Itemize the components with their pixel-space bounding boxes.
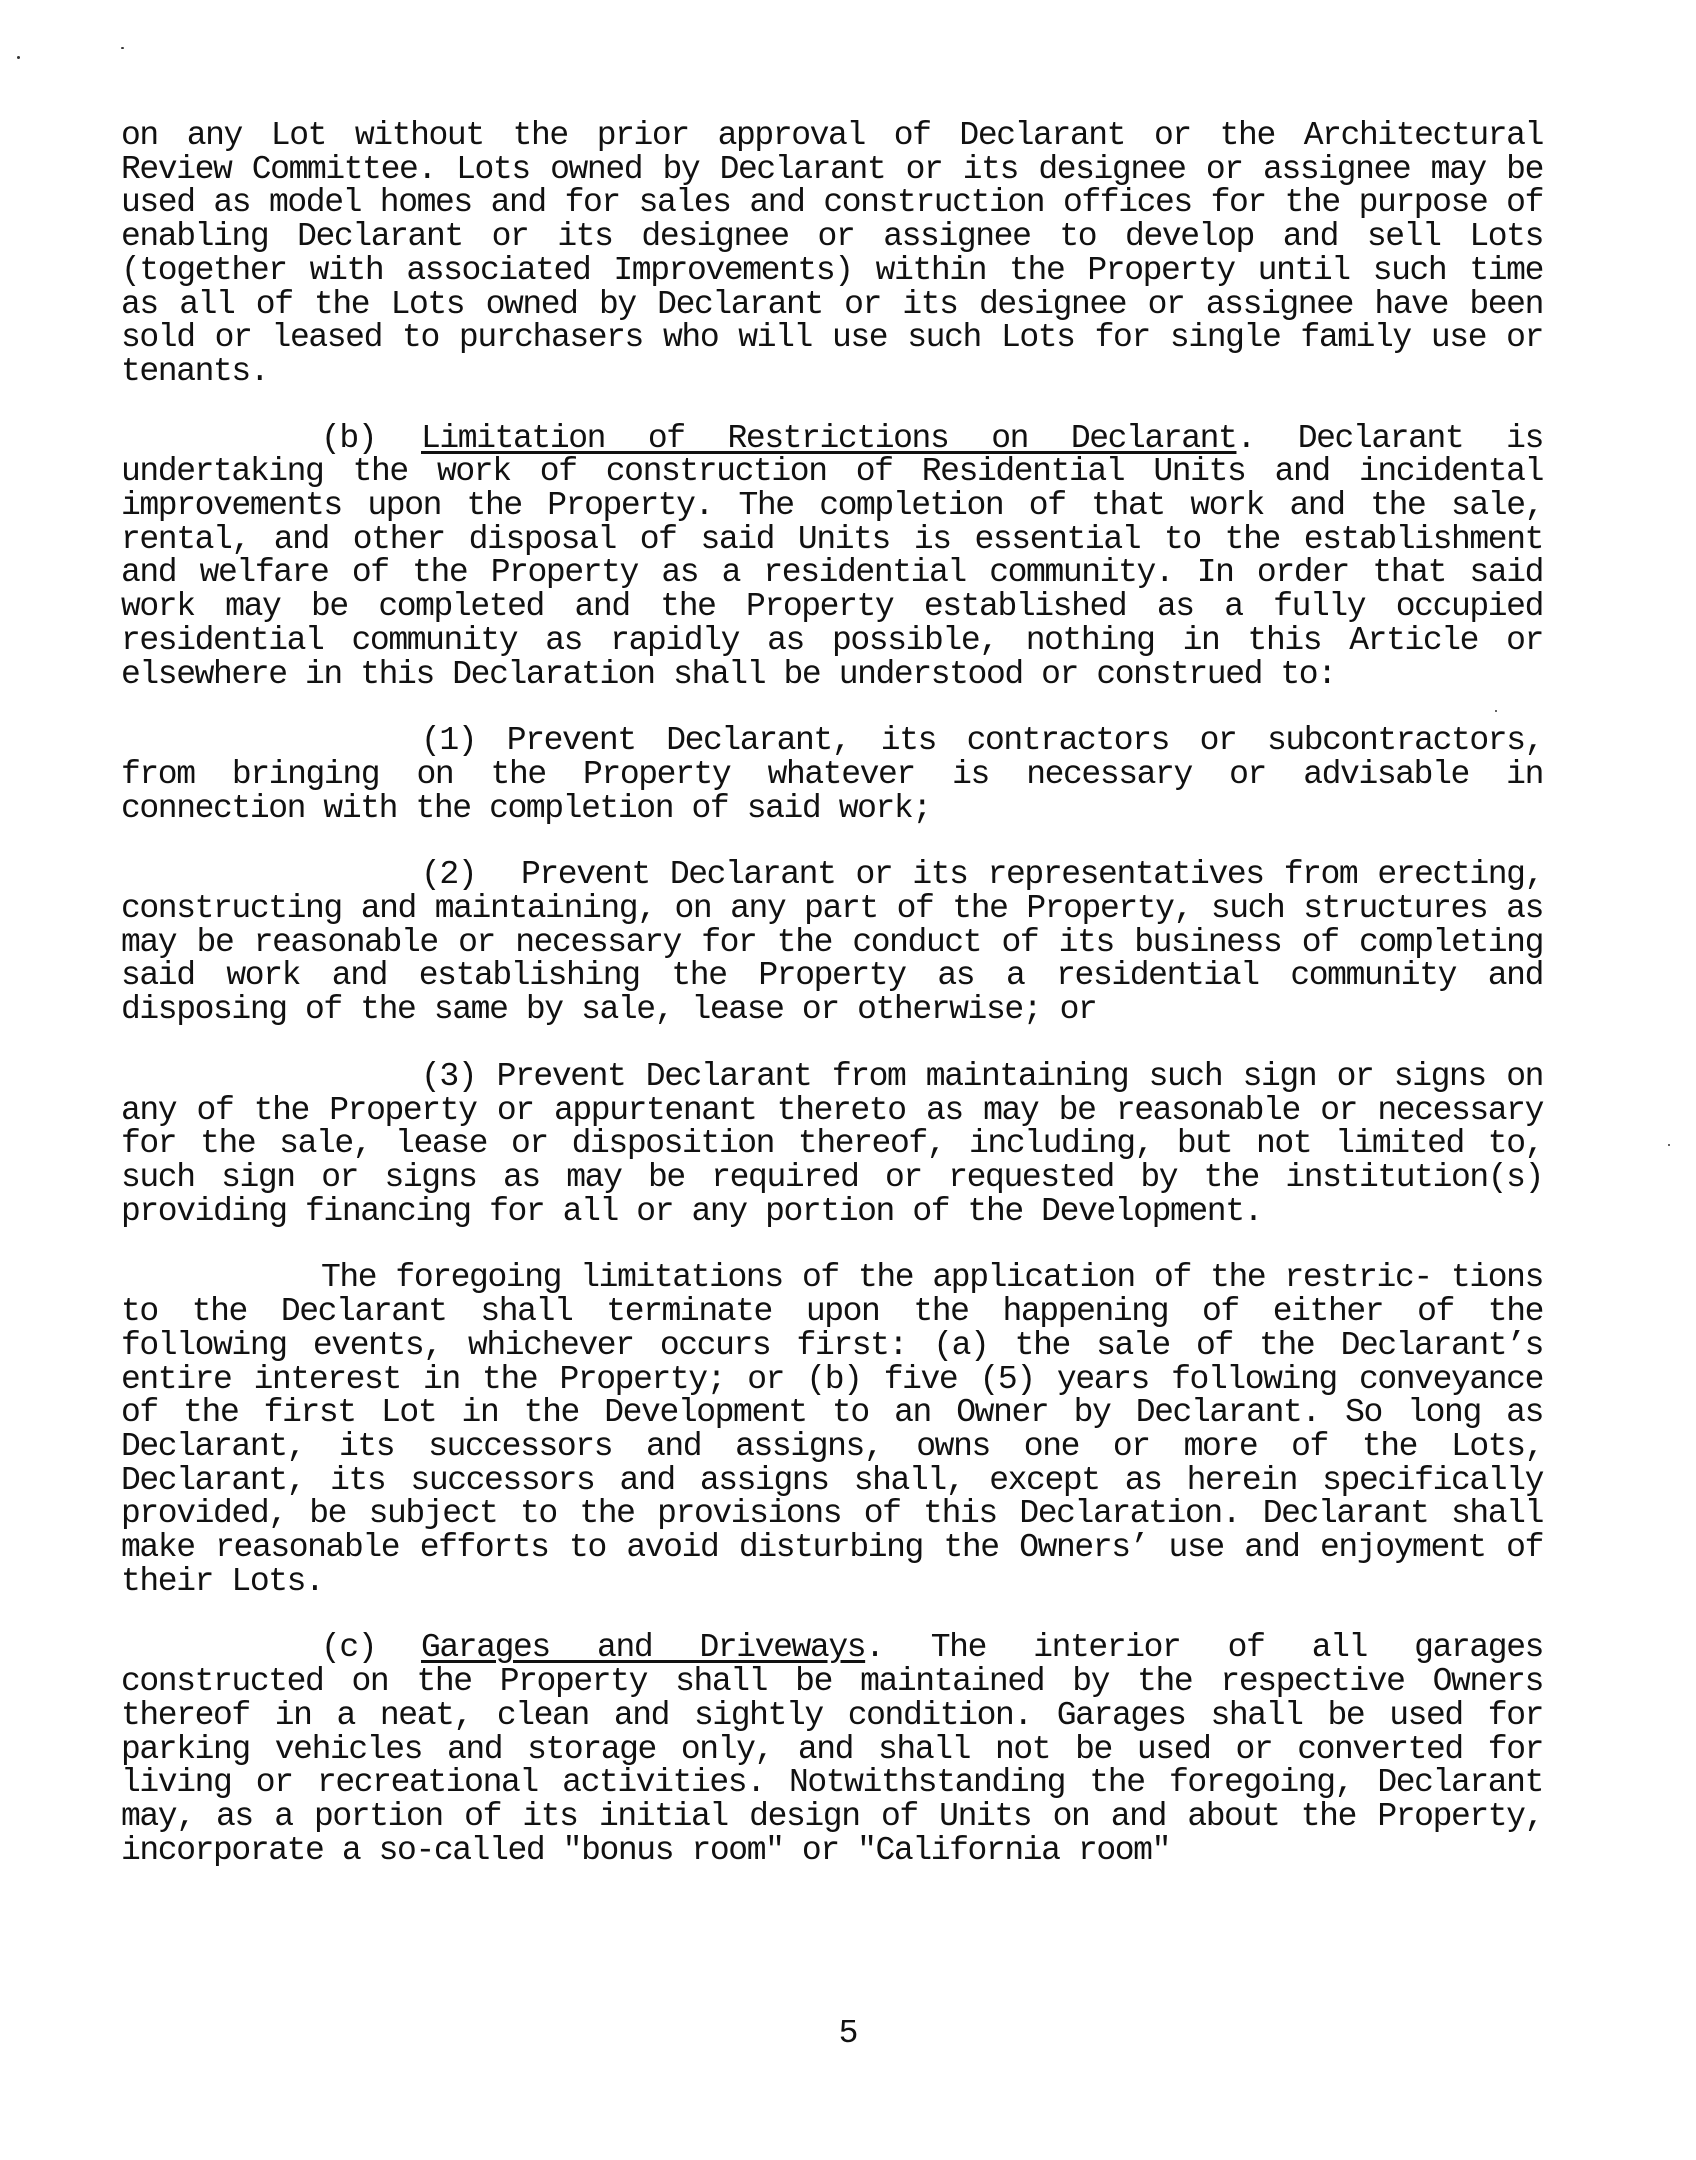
section-b-label: (b) [321, 419, 377, 457]
section-c-label: (c) [321, 1629, 377, 1667]
paragraph-foregoing: The foregoing limitations of the application of the restric- tions to the Declarant shall terminate upon the happening of either of the following events, whichever occurs first: (a) the sale of the Declarant’s entire interest in the Property; or (b) five (5) years following conveyance of the first Lot in the Development to an Owner by Declarant. So long as Declarant, its successors and assigns, owns one or more of the Lots, Declarant, its successors and assigns shall, except as herein specifically provided, be subject to the provisions of this Declaration. Declarant shall make reasonable efforts to avoid disturbing the Owners’ use and enjoyment of their Lots. [121, 1259, 1543, 1600]
list-item-3 [121, 1057, 1543, 1230]
section-c-heading: Garages and Driveways [421, 1629, 866, 1667]
section-c [121, 1631, 1543, 1867]
list-item-2-text: Prevent Declarant or its representatives from erecting, constructing and maintaining, on any part of the Property, such structures as may be reasonable or necessary for the conduct of its business of completing said work and establishing the Property as a residential community and disposing of the same by sale, lease or otherwise; or [121, 856, 1543, 1029]
paragraph-continuation: on any Lot without the prior approval of Declarant or the Architectural Review Committee. Lots owned by Declarant or its designee or assignee may be used as model homes and for sales and construction offices for the purpose of enabling Declarant or its designee or assignee to develop and sell Lots (together with associated Improvements) within the Property until such time as all of the Lots owned by Declarant or its designee or assignee have been sold or leased to purchasers who will use such Lots for single family use or tenants. [121, 117, 1543, 390]
scan-speck [1668, 1144, 1670, 1146]
section-b [121, 419, 1543, 693]
section-c-text: . The interior of all garages constructed on the Property shall be maintained by the respective Owners thereof in a neat, clean and sightly condition. Garages shall be used for parking vehicles and storage only, and shall not be used or converted for living or recreational activities. Notwithstanding the foregoing, Declarant may, as a portion of its initial design of Units on and about the Property, incorporate a so-called "bonus room" or "California room" [121, 1629, 1543, 1869]
section-b-heading: Limitation of Restrictions on Declarant [421, 419, 1237, 457]
list-item-1-text: Prevent Declarant, its contractors or subcontractors, from bringing on the Property whatever is necessary or advisable in connection with the completion of said work; [121, 722, 1544, 827]
list-item-1 [121, 724, 1543, 825]
scan-speck [121, 47, 124, 49]
list-item-2-label: (2) [421, 856, 477, 894]
list-item-3-text: Prevent Declarant from maintaining such sign or signs on any of the Property or appurtenant thereto as may be reasonable or necessary for the sale, lease or disposition thereof, including, but not limited to, such sign or signs as may be required or requested by the institution(s) providing financing for all or any portion of the Development. [121, 1057, 1543, 1230]
list-item-1-label: (1) [421, 722, 477, 760]
scan-speck [17, 56, 20, 59]
section-b-text: . Declarant is undertaking the work of construction of Residential Units and incidental improvements upon the Property. The completion of that work and the sale, rental, and other disposal of said Units is essential to the establishment and welfare of the Property as a residential community. In order that said work may be completed and the Property established as a fully occupied residential community as rapidly as possible, nothing in this Article or elsewhere in this Declaration shall be understood or construed to: [121, 419, 1543, 693]
list-item-2 [121, 858, 1543, 1027]
list-item-3-label: (3) [421, 1057, 477, 1095]
document-page [121, 119, 1543, 1900]
page-number: 5 [838, 2015, 858, 2052]
